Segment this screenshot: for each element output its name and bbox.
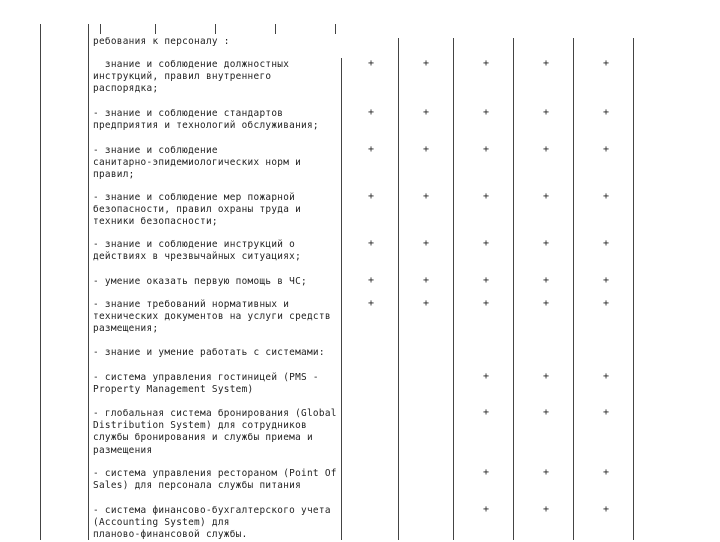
plus-mark: + (422, 191, 430, 202)
plus-mark: + (482, 467, 490, 478)
requirement-text-line: - система управления рестораном (Point Of (93, 468, 337, 479)
column-line (633, 38, 634, 540)
requirement-text-line: - знание и соблюдение стандартов (93, 108, 284, 119)
requirement-text-line: правил; (93, 169, 135, 181)
plus-mark: + (542, 467, 550, 478)
requirement-text-line: техники безопасности; (93, 216, 218, 228)
plus-mark: + (542, 238, 550, 249)
plus-mark: + (542, 407, 550, 418)
requirement-text-line: планово-финансовой службы. (93, 529, 248, 541)
column-line (453, 38, 454, 540)
requirement-text-line: технических документов на услуги средств (93, 311, 331, 323)
column-line (341, 58, 342, 540)
plus-mark: + (367, 144, 375, 155)
header-tick (275, 24, 276, 34)
requirement-text-line: Sales) для персонала службы питания (93, 480, 302, 492)
plus-mark: + (367, 275, 375, 286)
plus-mark: + (602, 467, 610, 478)
plus-mark: + (602, 144, 610, 155)
plus-mark: + (422, 144, 430, 155)
plus-mark: + (482, 504, 490, 515)
requirement-text-line: инструкций, правил внутреннего (93, 71, 272, 83)
plus-mark: + (542, 191, 550, 202)
plus-mark: + (602, 191, 610, 202)
plus-mark: + (602, 298, 610, 309)
requirement-text-line: службы бронирования и службы приема и (93, 432, 313, 444)
plus-mark: + (482, 298, 490, 309)
requirement-text-line: предприятия и технологий обслуживания; (93, 120, 319, 132)
plus-mark: + (482, 107, 490, 118)
plus-mark: + (542, 144, 550, 155)
plus-mark: + (602, 238, 610, 249)
requirement-text-line: Distribution System) для сотрудников (93, 420, 307, 432)
plus-mark: + (542, 504, 550, 515)
plus-mark: + (482, 407, 490, 418)
requirement-text-line: - знание и соблюдение (93, 145, 218, 156)
requirement-text-line: - знание и соблюдение инструкций о (93, 239, 296, 250)
requirement-text-line: Property Management System) (93, 384, 254, 396)
left-border-line (40, 24, 41, 540)
plus-mark: + (542, 371, 550, 382)
plus-mark: + (482, 58, 490, 69)
plus-mark: + (542, 107, 550, 118)
header-tick (335, 24, 336, 34)
plus-mark: + (367, 191, 375, 202)
header-tick (155, 24, 156, 34)
plus-mark: + (367, 107, 375, 118)
requirement-text-line: - знание и умение работать с системами: (93, 347, 325, 358)
requirement-text-line: - глобальная система бронирования (Global (93, 408, 337, 419)
plus-mark: + (422, 107, 430, 118)
requirement-text-line: действиях в чрезвычайных ситуациях; (93, 251, 302, 263)
plus-mark: + (367, 238, 375, 249)
plus-mark: + (542, 58, 550, 69)
requirement-text-line: - знание требований нормативных и (93, 299, 290, 310)
text-column-left-line (88, 24, 89, 540)
plus-mark: + (482, 238, 490, 249)
requirement-text-line: размещения (93, 444, 153, 456)
requirement-text-line: - знание и соблюдение мер пожарной (93, 192, 296, 203)
plus-mark: + (482, 275, 490, 286)
plus-mark: + (602, 504, 610, 515)
requirement-text-line: - система финансово-бухгалтерского учета (93, 505, 331, 516)
plus-mark: + (482, 191, 490, 202)
header-tick (100, 24, 101, 34)
column-line (513, 38, 514, 540)
requirement-text-line: (Accounting System) для (93, 517, 230, 529)
plus-mark: + (542, 275, 550, 286)
plus-mark: + (367, 58, 375, 69)
header-tick (215, 24, 216, 34)
plus-mark: + (422, 275, 430, 286)
plus-mark: + (422, 298, 430, 309)
requirement-text-line: знание и соблюдение должностных (93, 59, 290, 70)
requirement-text-line: - умение оказать первую помощь в ЧС; (93, 276, 307, 287)
plus-mark: + (482, 144, 490, 155)
plus-mark: + (602, 371, 610, 382)
plus-mark: + (602, 58, 610, 69)
requirement-text-line: санитарно-эпидемиологических норм и (93, 157, 302, 169)
requirement-text-line: распорядка; (93, 83, 159, 95)
plus-mark: + (542, 298, 550, 309)
requirement-text-line: размещения; (93, 323, 159, 335)
requirement-text-line: безопасности, правил охраны труда и (93, 204, 302, 216)
column-line (398, 38, 399, 540)
plus-mark: + (602, 407, 610, 418)
table-header-text: ребования к персоналу : (93, 36, 230, 47)
plus-mark: + (602, 107, 610, 118)
requirement-text-line: - система управления гостиницей (PMS - (93, 372, 319, 383)
plus-mark: + (367, 298, 375, 309)
plus-mark: + (602, 275, 610, 286)
plus-mark: + (422, 238, 430, 249)
plus-mark: + (422, 58, 430, 69)
plus-mark: + (482, 371, 490, 382)
column-line (573, 38, 574, 540)
